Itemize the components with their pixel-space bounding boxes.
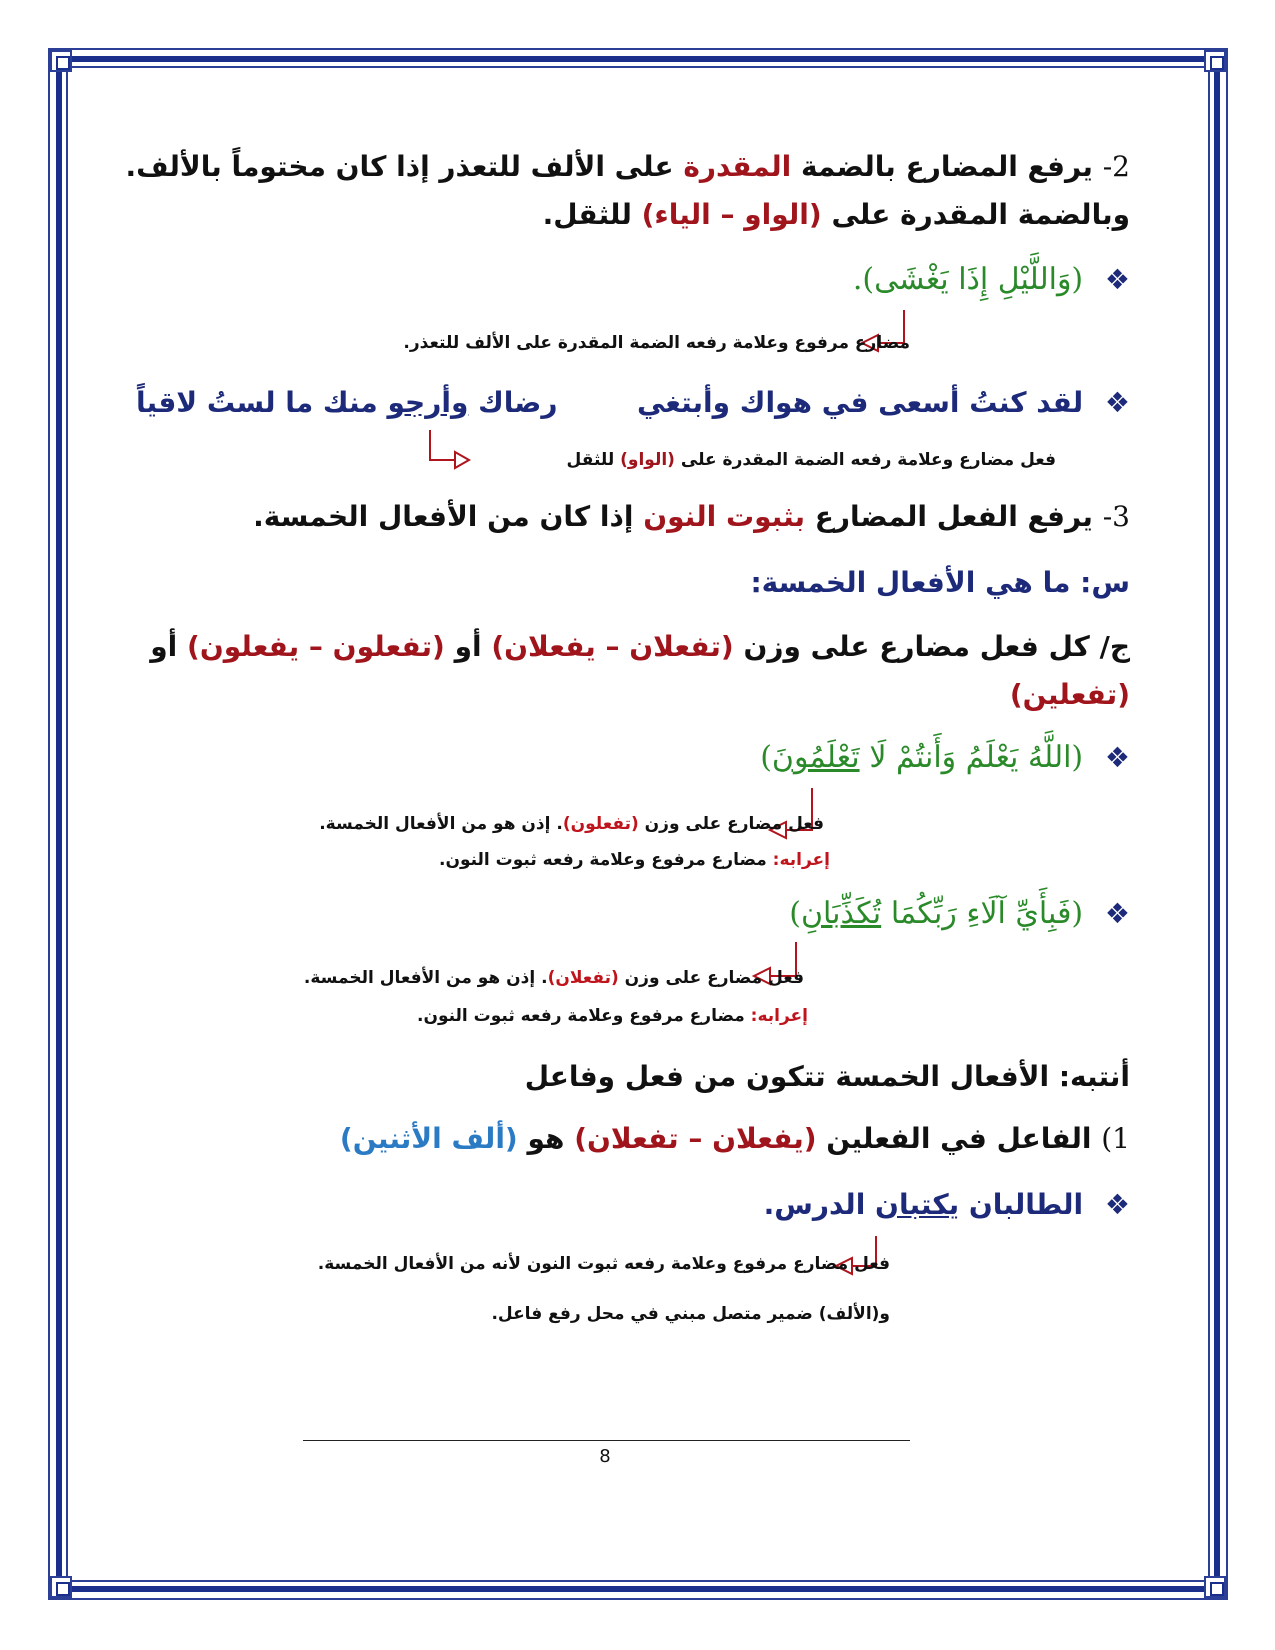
highlight-text: (تفعلان – يفعلان) [491, 630, 734, 663]
bullet-icon: ❖ [1104, 1188, 1130, 1221]
poetry-word: رضاك [478, 386, 558, 419]
page-content [125, 0, 1130, 1650]
note-text: فعل مضارع على وزن [624, 968, 804, 988]
highlight-text: (تفعلون – يفعلون) [187, 630, 445, 663]
highlight-text: (يفعلان – تفعلان) [574, 1122, 817, 1155]
example-5-note-2: و(الألف) ضمير متصل مبني في محل رفع فاعل. [491, 1304, 890, 1324]
rule-number: 3- [1102, 500, 1130, 533]
highlight-text: بثبوت النون [643, 500, 806, 533]
rule-text: إذا كان من الأفعال الخمسة. [253, 500, 634, 533]
note-text: مضارع مرفوع وعلامة رفعه ثبوت النون. [438, 850, 767, 870]
bullet-icon: ❖ [1104, 741, 1130, 774]
rule-number: 2- [1102, 150, 1130, 183]
bullet-icon: ❖ [1104, 897, 1130, 930]
point-text: هو [527, 1122, 565, 1155]
rule-text: يرفع الفعل المضارع [814, 500, 1093, 533]
example-5-note-1: فعل مضارع مرفوع وعلامة رفعه ثبوت النون لأنه من الأفعال الخمسة. [317, 1254, 890, 1274]
corner-ornament [50, 1576, 72, 1598]
quran-underlined-verb: تُكَذِّبَانِ [800, 896, 882, 931]
quran-verse: (وَاللَّيْلِ إِذَا يَغْشَى). [852, 262, 1084, 297]
notice: أنتبه: الأفعال الخمسة تتكون من فعل وفاعل [524, 1060, 1130, 1093]
corner-ornament [1204, 50, 1226, 72]
example-word: الطالبان [968, 1188, 1084, 1221]
poetry-first-half: لقد كنتُ أسعى في هواك وأبتغي [636, 386, 1084, 419]
bullet-icon: ❖ [1104, 263, 1130, 296]
example-word: الدرس. [763, 1188, 866, 1221]
example-2-note [567, 450, 1056, 470]
note-text: . إذن هو من الأفعال الخمسة. [319, 814, 563, 834]
quran-underlined-verb: تَعْلَمُونَ [771, 740, 860, 775]
answer-line-1 [150, 630, 1130, 663]
quran-verse: ) [789, 896, 801, 931]
answer-text: أو [150, 630, 178, 663]
rule-text: على الألف للتعذر إذا كان مختوماً بالألف. [125, 150, 674, 183]
note-text: مضارع مرفوع وعلامة رفعه ثبوت النون. [416, 1006, 745, 1026]
poetry-underlined-verb: وأرجو [387, 386, 469, 419]
rule-3 [253, 500, 1130, 533]
rule-text: وبالضمة المقدرة على [831, 198, 1130, 231]
footer-divider [303, 1440, 910, 1441]
note-text: فعل مضارع على وزن [644, 814, 824, 834]
example-5 [764, 1188, 1130, 1221]
example-4 [789, 896, 1130, 931]
example-3-note-1 [319, 814, 824, 834]
example-4-note-2 [417, 1006, 808, 1026]
poetry-second-half: منك ما لستُ لاقياً [136, 386, 378, 419]
highlight-text: (تفعلان) [547, 968, 619, 988]
highlight-text: المقدرة [683, 150, 792, 183]
corner-ornament [50, 50, 72, 72]
note-text: فعل مضارع وعلامة رفعه الضمة المقدرة على [680, 450, 1056, 470]
example-1 [853, 262, 1130, 297]
highlight-text: (الواو) [620, 450, 675, 470]
point-number: 1) [1101, 1122, 1130, 1155]
bullet-icon: ❖ [1104, 386, 1130, 419]
highlight-text: (تفعلون) [562, 814, 639, 834]
quran-verse: (اللَّهُ يَعْلَمُ وَأَنتُمْ لَا [869, 740, 1084, 775]
quran-verse: (فَبِأَيِّ آلَاءِ رَبِّكُمَا [890, 896, 1084, 931]
example-1-note: مضارع مرفوع وعلامة رفعه الضمة المقدرة على الألف للتعذر. [403, 333, 910, 353]
question: س: ما هي الأفعال الخمسة: [750, 566, 1130, 599]
answer-text: ج/ كل فعل مضارع على وزن [743, 630, 1130, 663]
example-2 [136, 386, 1130, 419]
rule-text: يرفع المضارع بالضمة [800, 150, 1093, 183]
quran-verse: ) [760, 740, 772, 775]
corner-ornament [1204, 1576, 1226, 1598]
page-number: 8 [599, 1446, 611, 1467]
answer-line-2: (تفعلين) [1009, 678, 1130, 711]
highlight-text: (ألف الأثنين) [339, 1122, 518, 1155]
note-text: . إذن هو من الأفعال الخمسة. [303, 968, 548, 988]
rule-2-line-2 [543, 198, 1130, 231]
example-3 [760, 740, 1130, 775]
point-text: الفاعل في الفعلين [826, 1122, 1092, 1155]
rule-2-line-1 [125, 150, 1130, 183]
example-underlined-verb: يكتبان [875, 1188, 960, 1221]
example-3-note-2 [439, 850, 830, 870]
note-text: للثقل [566, 450, 615, 470]
rule-text: للثقل. [542, 198, 632, 231]
answer-text: أو [454, 630, 482, 663]
label-text: إعرابه: [750, 1006, 808, 1026]
example-4-note-1 [304, 968, 804, 988]
label-text: إعرابه: [772, 850, 830, 870]
highlight-text: (الواو – الياء) [641, 198, 822, 231]
point-1 [340, 1122, 1130, 1155]
